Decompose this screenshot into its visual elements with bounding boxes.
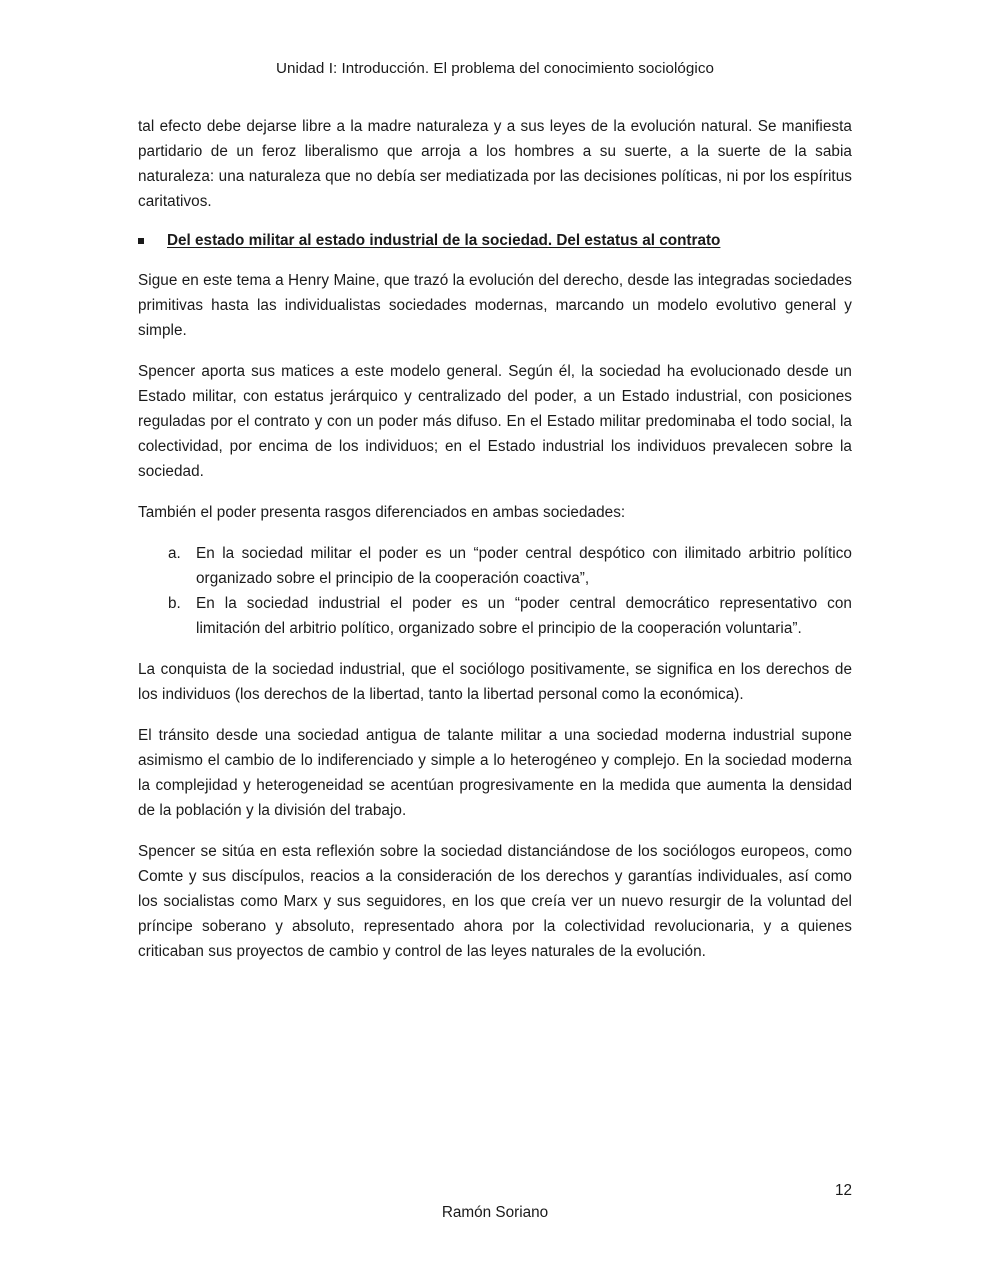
power-list <box>138 541 852 641</box>
footer-author: Ramón Soriano <box>441 1204 549 1221</box>
paragraph-maine: Sigue en este tema a Henry Maine, que trazó la evolución del derecho, desde las integradas sociedades primitivas hasta las individualistas sociedades modernas, marcando un modelo evolutivo general y simple. <box>138 272 852 339</box>
paragraph-transit: El tránsito desde una sociedad antigua de talante militar a una sociedad moderna industrial supone asimismo el cambio de lo indiferenciado y simple a lo heterogéneo y complejo. En la sociedad moderna la complejidad y heterogeneidad se acentúan progresivamente en la medida que aumenta la densidad de la población y la división del trabajo. <box>138 727 852 819</box>
running-header: Unidad I: Introducción. El problema del conocimiento sociológico <box>276 60 714 77</box>
list-item-text: En la sociedad industrial el poder es un “poder central democrático representativo con limitación del arbitrio político, organizado sobre el principio de la cooperación voluntaria”. <box>196 595 852 637</box>
page-number: 12 <box>834 1182 852 1199</box>
list-item <box>138 541 852 591</box>
section-heading: Del estado militar al estado industrial de la sociedad. Del estatus al contrato <box>167 232 721 249</box>
paragraph-spencer-model: Spencer aporta sus matices a este modelo general. Según él, la sociedad ha evolucionado desde un Estado militar, con estatus jerárquico y centralizado del poder, a un Estado industrial, con posiciones reguladas por el contrato y con un poder más difuso. En el Estado militar predominaba el todo social, la colectividad, por encima de los individuos; en el Estado industrial los individuos prevalecen sobre la sociedad. <box>138 363 852 480</box>
square-bullet-icon <box>138 238 144 244</box>
page-body <box>138 114 852 980</box>
list-item <box>138 591 852 641</box>
list-item-text: En la sociedad militar el poder es un “poder central despótico con ilimitado arbitrio político organizado sobre el principio de la cooperación coactiva”, <box>196 545 852 587</box>
paragraph-reflection: Spencer se sitúa en esta reflexión sobre la sociedad distanciándose de los sociólogos europeos, como Comte y sus discípulos, reacios a la consideración de los derechos y garantías individuales, así como los socialistas como Marx y sus seguidores, en los que creía ver un nuevo resurgir de la voluntad del príncipe soberano y absoluto, representado ahora por la colectividad revolucionaria, y a quienes criticaban sus proyectos de cambio y control de las leyes naturales de la evolución. <box>138 843 852 960</box>
paragraph-power-intro: También el poder presenta rasgos diferenciados en ambas sociedades: <box>138 504 626 521</box>
list-marker: b. <box>168 595 181 612</box>
section-heading-row <box>138 228 852 253</box>
list-marker: a. <box>168 545 181 562</box>
paragraph-continuation: tal efecto debe dejarse libre a la madre naturaleza y a sus leyes de la evolución natural. Se manifiesta partidario de un feroz liberalismo que arroja a los hombres a su suerte, a la suerte de la sabia naturaleza: una naturaleza que no debía ser mediatizada por las decisiones políticas, ni por los espíritus caritativos. <box>138 118 852 210</box>
paragraph-conquest: La conquista de la sociedad industrial, que el sociólogo positivamente, se significa en los derechos de los individuos (los derechos de la libertad, tanto la libertad personal como la económica). <box>138 661 852 703</box>
